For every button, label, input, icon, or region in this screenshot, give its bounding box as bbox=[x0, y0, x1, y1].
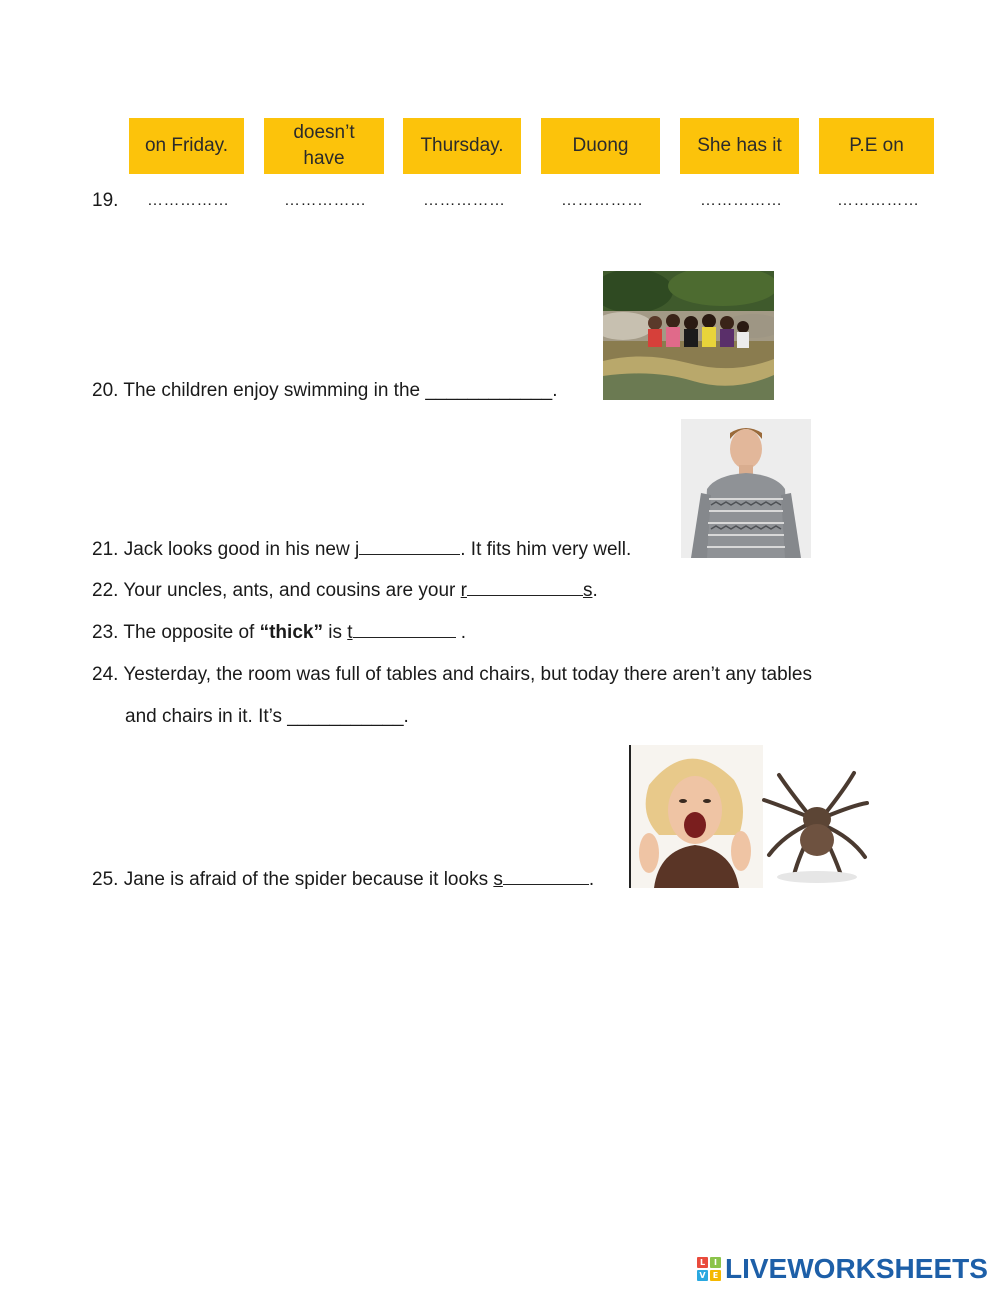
question-23-end: . bbox=[455, 622, 467, 643]
question-20 bbox=[92, 380, 557, 402]
word-tile-5[interactable] bbox=[680, 118, 799, 174]
question-21-text: 21. Jack looks good in his new bbox=[92, 539, 355, 560]
question-20-text: 20. The children enjoy swimming in the bbox=[92, 380, 426, 401]
question-25-end: . bbox=[588, 869, 595, 890]
word-tile-1[interactable] bbox=[129, 118, 244, 174]
question-22-suffix: s bbox=[582, 580, 593, 601]
question-24-blank[interactable]: ___________ bbox=[287, 706, 404, 727]
drop-slot-2[interactable]: …………… bbox=[284, 192, 367, 209]
sweater-man-photo bbox=[681, 419, 811, 558]
liveworksheets-logo bbox=[697, 1253, 988, 1285]
drop-slot-5[interactable]: …………… bbox=[700, 192, 783, 209]
drop-slot-6[interactable]: …………… bbox=[837, 192, 920, 209]
logo-blocks-icon bbox=[697, 1257, 721, 1281]
question-20-end: . bbox=[552, 380, 558, 401]
question-25-blank[interactable] bbox=[503, 883, 589, 885]
logo-block: L bbox=[697, 1257, 708, 1268]
tile-text: Thursday. bbox=[420, 135, 504, 156]
question-23-hint-letter[interactable]: t bbox=[347, 622, 353, 643]
question-22-hint-letter[interactable]: r bbox=[460, 580, 467, 601]
question-23-mid: is bbox=[322, 622, 348, 643]
question-21 bbox=[92, 539, 631, 561]
question-24-text: and chairs in it. It’s bbox=[125, 706, 288, 727]
logo-block: I bbox=[710, 1257, 721, 1268]
tile-text: Duong bbox=[572, 135, 629, 156]
question-24-end: . bbox=[403, 706, 409, 727]
question-21-end: . It fits him very well. bbox=[460, 539, 632, 560]
question-20-blank[interactable]: ____________ bbox=[425, 380, 553, 401]
word-tile-4[interactable] bbox=[541, 118, 660, 174]
question-19-number: 19. bbox=[92, 190, 119, 211]
question-23 bbox=[92, 622, 466, 644]
question-25 bbox=[92, 869, 594, 891]
word-tile-6[interactable] bbox=[819, 118, 934, 174]
question-21-hint-letter[interactable]: j bbox=[355, 539, 360, 560]
question-24-line2 bbox=[125, 706, 409, 728]
question-22-blank[interactable] bbox=[467, 594, 583, 596]
word-tile-2[interactable] bbox=[264, 118, 384, 174]
word-tile-3[interactable] bbox=[403, 118, 521, 174]
question-24-line1: 24. Yesterday, the room was full of tables and chairs, but today there aren’t any tables bbox=[92, 664, 812, 685]
logo-block: V bbox=[697, 1270, 708, 1281]
question-23-text: 23. The opposite of bbox=[92, 622, 260, 643]
question-21-blank[interactable] bbox=[359, 553, 460, 555]
question-25-text: 25. Jane is afraid of the spider because it looks bbox=[92, 869, 494, 890]
logo-text: LIVEWORKSHEETS bbox=[725, 1253, 988, 1284]
tile-text: P.E on bbox=[849, 135, 904, 156]
drop-slot-1[interactable]: …………… bbox=[147, 192, 230, 209]
logo-block: E bbox=[710, 1270, 721, 1281]
question-22-text: 22. Your uncles, ants, and cousins are your bbox=[92, 580, 461, 601]
drop-slot-3[interactable]: …………… bbox=[423, 192, 506, 209]
question-23-blank[interactable] bbox=[353, 636, 456, 638]
question-25-hint-letter[interactable]: s bbox=[493, 869, 503, 890]
question-22-end: . bbox=[592, 580, 598, 601]
question-22 bbox=[92, 580, 598, 602]
scared-woman-spider-photo bbox=[629, 745, 869, 888]
tile-text-line1: doesn’t bbox=[293, 122, 355, 143]
question-23-keyword: “thick” bbox=[259, 622, 323, 643]
tile-text: on Friday. bbox=[144, 135, 229, 156]
tile-text: She has it bbox=[697, 135, 782, 156]
drop-slot-4[interactable]: …………… bbox=[561, 192, 644, 209]
stream-children-photo bbox=[603, 271, 774, 400]
tile-text-line2: have bbox=[303, 148, 345, 169]
